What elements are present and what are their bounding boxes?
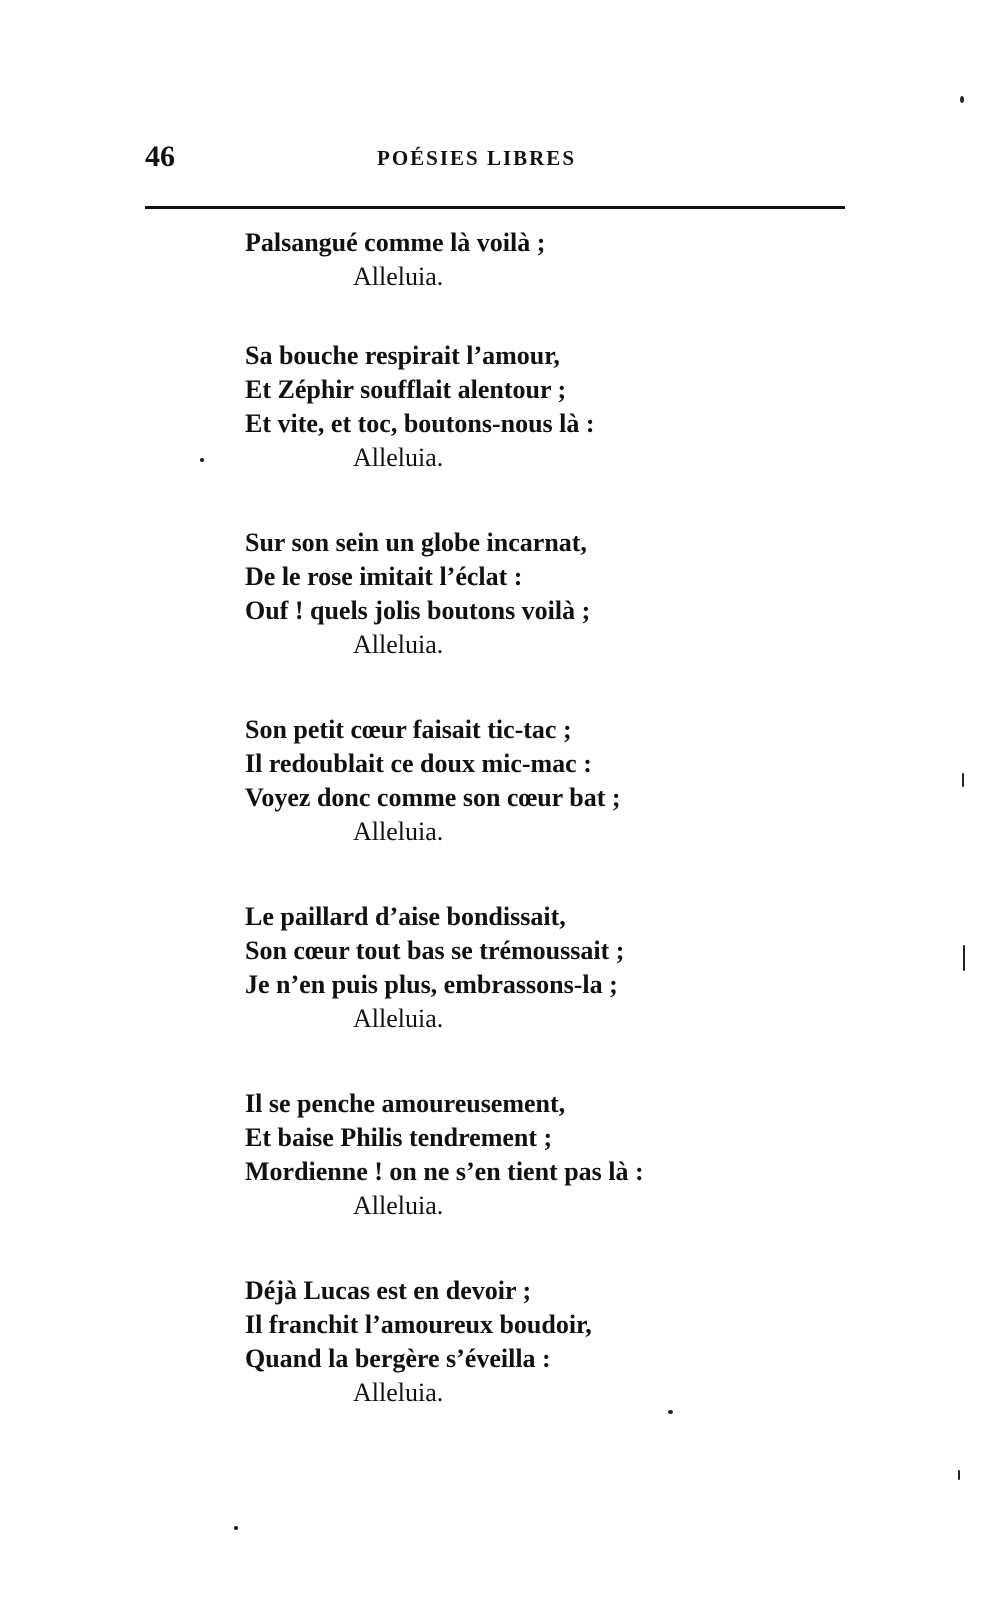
verse-line: Sur son sein un globe incarnat, (245, 528, 587, 557)
page-number: 46 (145, 140, 175, 173)
refrain-line: Alleluia. (353, 817, 444, 846)
verse-line: Son cœur tout bas se trémoussait ; (245, 936, 625, 965)
stanza-3 (245, 526, 765, 662)
verse-line: Je n’en puis plus, embrassons-la ; (245, 970, 618, 999)
verse-line: Il redoublait ce doux mic-mac : (245, 749, 592, 778)
scan-speck (960, 96, 964, 103)
verse-line: Mordienne ! on ne s’en tient pas là : (245, 1157, 644, 1186)
stanza-7 (245, 1274, 765, 1410)
verse-line: Ouf ! quels jolis boutons voilà ; (245, 596, 591, 625)
stanza-5 (245, 900, 765, 1036)
scan-speck (200, 458, 204, 462)
verse-line: Et Zéphir soufflait alentour ; (245, 375, 567, 404)
verse-line: Et vite, et toc, boutons-nous là : (245, 409, 595, 438)
refrain-line: Alleluia. (353, 1378, 444, 1407)
verse-line: Sa bouche respirait l’amour, (245, 341, 560, 370)
verse-line: Il franchit l’amoureux boudoir, (245, 1310, 592, 1339)
verse-line: De le rose imitait l’éclat : (245, 562, 523, 591)
refrain-line: Alleluia. (353, 630, 444, 659)
stanza-1 (245, 226, 765, 294)
stanza-2 (245, 339, 765, 475)
verse-line: Quand la bergère s’éveilla : (245, 1344, 551, 1373)
page-header (145, 140, 845, 180)
scan-speck (962, 773, 964, 787)
scan-speck (668, 1410, 673, 1414)
verse-line: Et baise Philis tendrement ; (245, 1123, 553, 1152)
verse-line: Son petit cœur faisait tic-tac ; (245, 715, 572, 744)
scan-speck (963, 945, 965, 971)
poem-body (245, 226, 765, 1410)
header-rule (145, 206, 845, 209)
verse-line: Déjà Lucas est en devoir ; (245, 1276, 532, 1305)
scan-speck (958, 1470, 960, 1480)
stanza-4 (245, 713, 765, 849)
verse-line: Palsangué comme là voilà ; (245, 228, 546, 257)
scan-speck (234, 1526, 238, 1530)
refrain-line: Alleluia. (353, 443, 444, 472)
verse-line: Voyez donc comme son cœur bat ; (245, 783, 621, 812)
stanza-6 (245, 1087, 765, 1223)
refrain-line: Alleluia. (353, 1004, 444, 1033)
refrain-line: Alleluia. (353, 262, 444, 291)
running-title: POÉSIES LIBRES (377, 146, 576, 170)
refrain-line: Alleluia. (353, 1191, 444, 1220)
verse-line: Le paillard d’aise bondissait, (245, 902, 566, 931)
verse-line: Il se penche amoureusement, (245, 1089, 566, 1118)
